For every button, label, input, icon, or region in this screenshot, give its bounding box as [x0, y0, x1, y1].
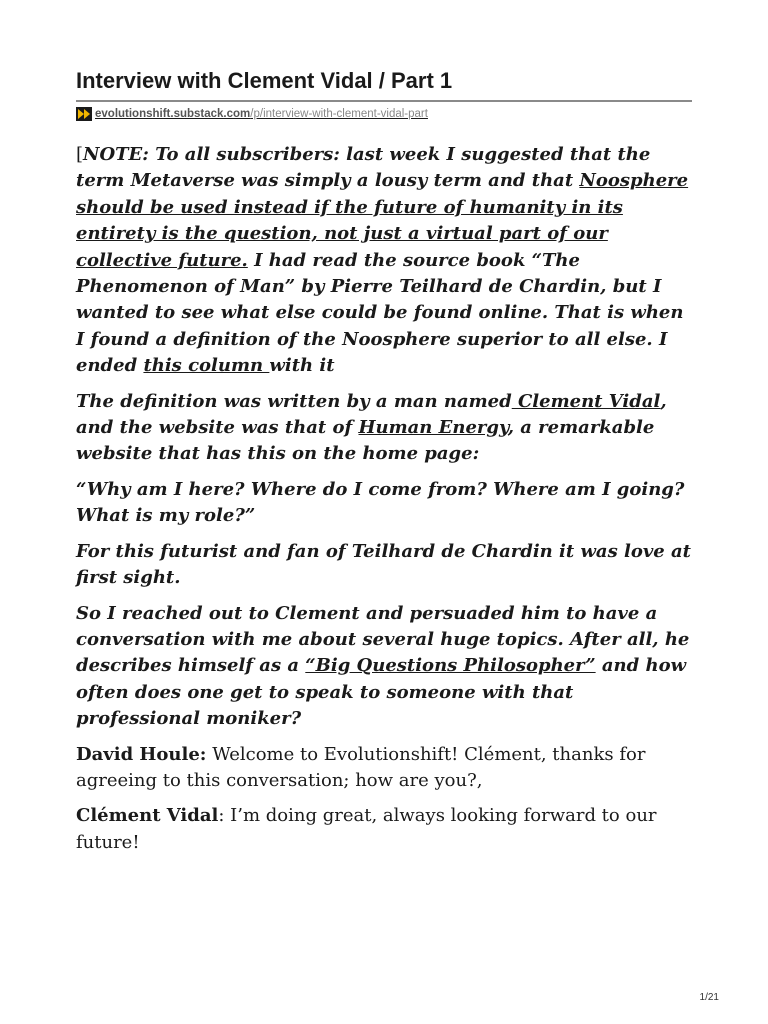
houle-text: Welcome to Evolutionshift! Clément, thanks for agreeing to this conversation; how are you?,	[76, 743, 646, 791]
source-path: /p/interview-with-clement-vidal-part	[250, 108, 428, 120]
human-energy-link[interactable]: Human Energy	[358, 417, 508, 439]
note-text: NOTE: To all subscribers: last week I suggested that the term Metaverse was simply a lousy term and that	[76, 144, 651, 192]
paragraph-definition	[76, 389, 696, 468]
source-line	[76, 106, 428, 122]
paragraph-reached-out	[76, 601, 696, 733]
speaker-david-houle: David Houle:	[76, 743, 207, 765]
noosphere-link[interactable]: Noosphere should be used instead if the future of humanity in its entirety is the question, not just a virtual part of our collective future.	[76, 170, 689, 271]
article-body	[76, 142, 696, 865]
source-url-link[interactable]	[95, 106, 428, 122]
paragraph-love: For this futurist and fan of Teilhard de Chardin it was love at first sight.	[76, 540, 691, 589]
paragraph-vidal	[76, 803, 696, 856]
page-number: 1/21	[699, 992, 719, 1003]
speaker-clement-vidal: Clément Vidal	[76, 805, 219, 827]
reached-out-text: So I reached out to Clement and persuaded him to have a conversation with me about several huge topics. After all, he describes himself as a	[76, 602, 690, 677]
page-title: Interview with Clement Vidal / Part 1	[76, 68, 453, 93]
note-text-continued: I had read the source book “The Phenomenon of Man” by Pierre Teilhard de Chardin, but I wanted to see what else could be found online. That is when I found a definition of the Noosphere superior to all else. I ended	[76, 249, 684, 377]
source-domain: evolutionshift.substack.com	[95, 108, 251, 120]
note-text-end: with it	[269, 355, 335, 377]
paragraph-houle	[76, 742, 696, 795]
reached-out-text-end: and how often does one get to speak to someone with that professional moniker?	[76, 655, 687, 730]
paragraph-quote: “Why am I here? Where do I come from? Where am I going? What is my role?”	[76, 478, 685, 527]
definition-text-middle: , and the website was that of	[76, 390, 667, 439]
definition-text: The definition was written by a man named	[76, 390, 512, 412]
definition-text-end: , a remarkable website that has this on the home page:	[76, 417, 655, 465]
bracket: [	[76, 144, 84, 165]
this-column-link[interactable]: this column	[143, 355, 270, 377]
big-questions-link[interactable]: “Big Questions Philosopher”	[305, 655, 596, 677]
vidal-text: : I’m doing great, always looking forward to our future!	[76, 805, 657, 853]
forward-arrows-icon	[76, 107, 92, 121]
paragraph-note	[76, 142, 696, 380]
clement-vidal-link[interactable]: Clement Vidal	[511, 390, 661, 412]
title-divider	[76, 100, 692, 102]
